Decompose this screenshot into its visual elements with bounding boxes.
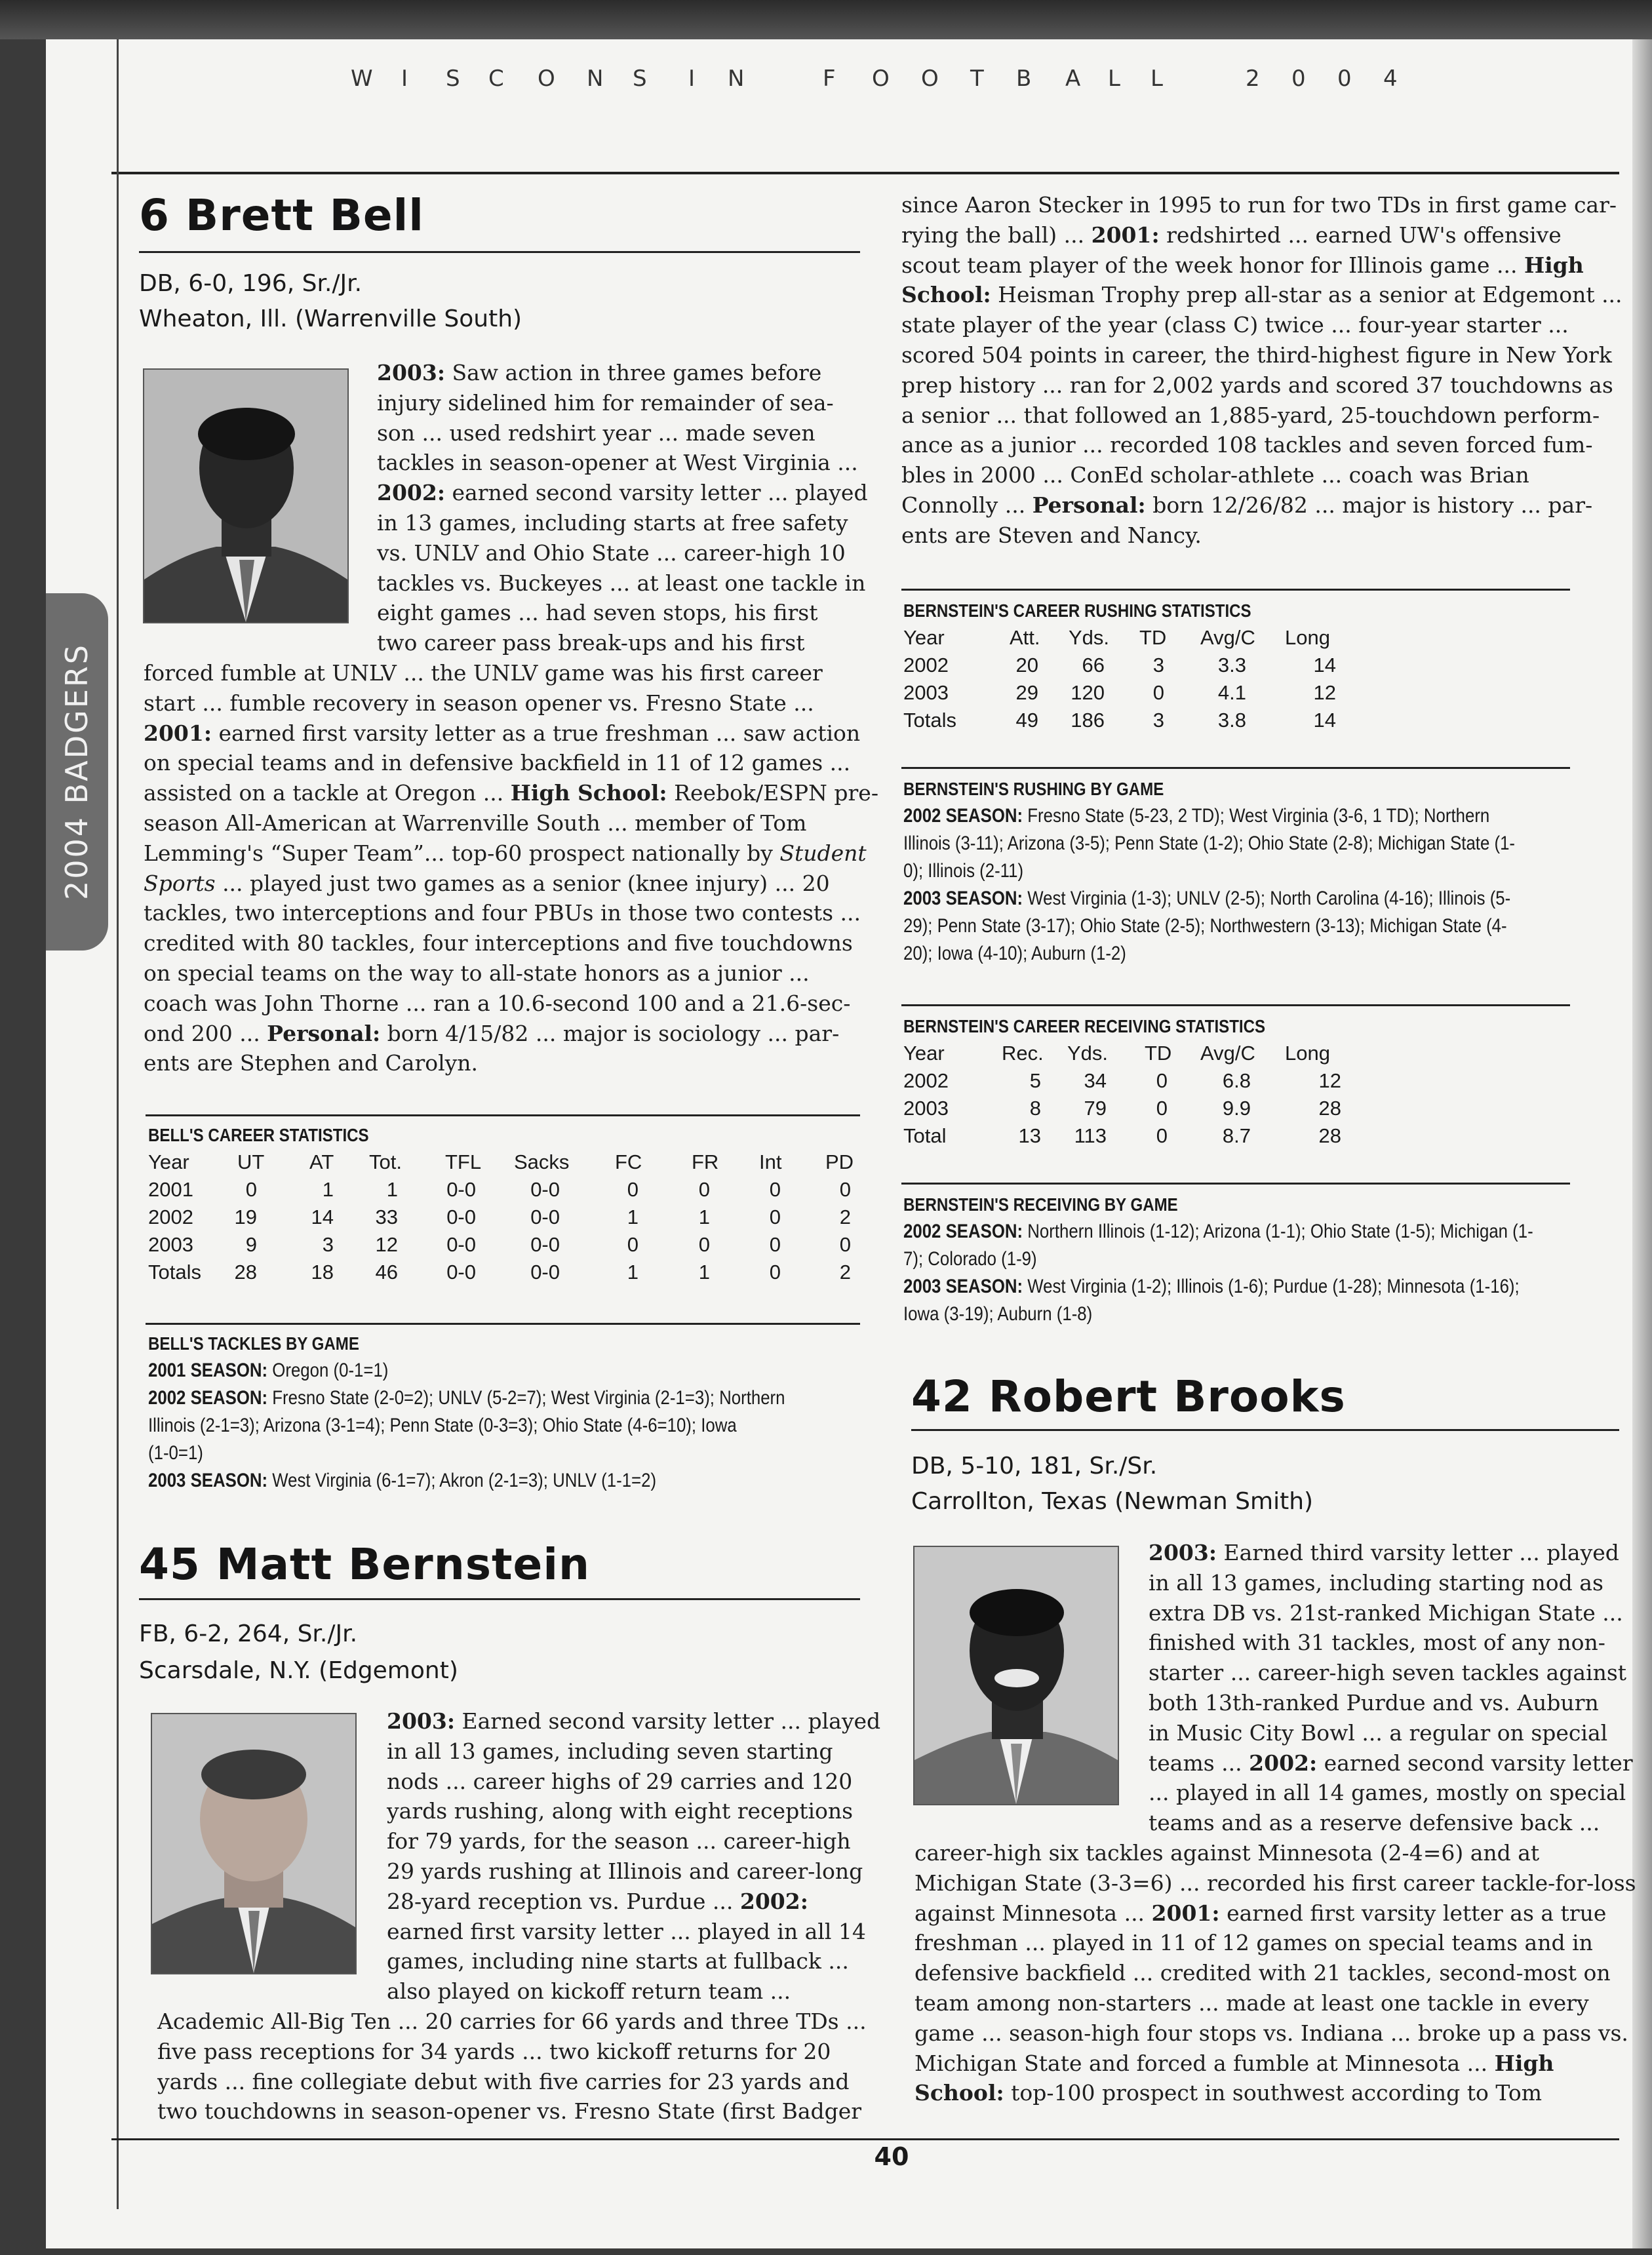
table-rule [146,1323,860,1325]
header-letter: L [1108,66,1140,92]
bio-line: prep history ... ran for 2,002 yards and scored 37 touchdowns as [901,372,1613,398]
table-title: BELL'S CAREER STATISTICS [148,1125,369,1145]
table-title: BERNSTEIN'S RECEIVING BY GAME [903,1194,1178,1215]
table-cell: 8.7 [1222,1124,1251,1147]
table-cell: Yds. [1069,626,1110,649]
bio-line: coach was John Thorne ... ran a 10.6-second 100 and a 21.6-sec- [144,990,851,1016]
table-cell: 1 [698,1261,710,1284]
table-rule [901,1183,1570,1185]
table-cell: 18 [311,1261,334,1284]
table-rule [146,1114,860,1116]
table-cell: Long [1285,626,1330,649]
table-cell: 2002 [148,1206,193,1228]
bio-line: tackles vs. Buckeyes ... at least one tackle in [377,570,866,596]
table-cell: 8 [1029,1097,1041,1120]
header-letter: I [401,66,428,92]
table-cell: 28 [1318,1124,1341,1147]
table-cell: 120 [1071,681,1105,704]
table-cell: 0 [769,1206,781,1228]
name-rule [911,1429,1619,1431]
bio-line: bles in 2000 ... ConEd scholar-athlete ... coach was Brian [901,462,1529,488]
header-letter: 0 [1291,66,1326,92]
game-line: 2003 SEASON: West Virginia (6-1=7); Akron (2-1=3); UNLV (1-1=2) [148,1470,657,1491]
table-cell: 49 [1015,709,1038,732]
table-cell: 3 [1152,654,1164,676]
header-letter: I [688,66,715,92]
header-letter: N [728,66,764,92]
bio-line: injury sidelined him for remainder of sea- [377,389,834,416]
player-hometown-line: Wheaton, Ill. (Warrenville South) [139,305,522,332]
table-cell: 12 [1313,681,1336,704]
table-cell: TD [1139,626,1167,649]
bio-line: ents are Stephen and Carolyn. [144,1050,479,1076]
table-cell: 0 [769,1178,781,1201]
table-cell: 0 [1156,1069,1168,1092]
table-cell: 1 [627,1206,639,1228]
table-cell: 28 [1318,1097,1341,1120]
bio-line: yards rushing, along with eight receptions [387,1798,854,1824]
career-stats-table [148,1122,863,1286]
game-line: Illinois (2-1=3); Arizona (3-1=4); Penn State (0-3=3); Ohio State (4-6=10); Iowa [148,1415,737,1436]
header-letter: O [921,66,958,92]
header-letter: S [446,66,480,92]
table-cell: 1 [322,1178,334,1201]
game-line: 2003 SEASON: West Virginia (1-2); Illinois (1-6); Purdue (1-28); Minnesota (1-16); [903,1276,1520,1297]
bio-line: freshman ... played in 11 of 12 games on special teams and in [914,1930,1593,1956]
table-row [148,1231,863,1259]
table-cell: Totals [903,709,956,732]
bio-line: a senior ... that followed an 1,885-yard, 25-touchdown perform- [901,402,1600,428]
table-cell: 0-0 [530,1233,560,1256]
table-row [903,707,1572,734]
player-name: 42 Robert Brooks [911,1371,1346,1422]
bio-line: teams and as a reserve defensive back ... [1149,1810,1600,1836]
career-receiving-table [903,1013,1572,1150]
bio-line: career-high six tackles against Minnesota (2-4=6) and at [914,1839,1540,1866]
header-letter: S [633,66,667,92]
player-bio [157,1706,881,2127]
player-bio-continued [901,190,1622,551]
header-letter: A [1065,66,1101,92]
table-cell: PD [825,1150,854,1173]
table-cell: Year [903,1042,945,1065]
table-cell: 4.1 [1217,681,1246,704]
table-row [148,1176,863,1204]
table-cell: 28 [234,1261,257,1284]
player-photo [913,1546,1119,1805]
table-cell: 3 [1152,709,1164,732]
bio-line: Sports ... played just two games as a senior (knee injury) ... 20 [144,870,830,896]
player-bio [914,1538,1636,2108]
bio-line: 2003: Earned third varsity letter ... played [1149,1540,1619,1565]
section-tab [46,593,108,951]
table-cell: Long [1285,1042,1330,1065]
bio-line: assisted on a tackle at Oregon ... High School: Reebok/ESPN pre- [144,780,878,806]
bio-line: credited with 80 tackles, four interceptions and five touchdowns [144,930,853,956]
header-letter: O [872,66,909,92]
table-row [148,1204,863,1231]
bio-line: in 13 games, including starts at free safety [377,509,848,536]
game-line: 2002 SEASON: Fresno State (2-0=2); UNLV (5-2=7); West Virginia (2-1=3); Northern [148,1387,785,1409]
table-row [903,652,1572,679]
header-letter: 4 [1383,66,1417,92]
table-cell: AT [309,1150,334,1173]
table-cell: 12 [1318,1069,1341,1092]
header-letter: F [823,66,856,92]
table-cell: 0 [698,1233,710,1256]
table-header-row [148,1148,863,1176]
name-rule [139,1598,860,1600]
section-tab-label: 2004 BADGERS [59,642,94,901]
player-position-line: DB, 6-0, 196, Sr./Jr. [139,270,363,297]
bio-line: in all 13 games, including seven starting [387,1738,833,1764]
table-cell: 2 [839,1261,851,1284]
bio-line: ... played in all 14 games, mostly on special [1149,1780,1626,1806]
bio-line: team among non-starters ... made at least one tackle in every [914,1990,1589,2016]
bio-line: 28-yard reception vs. Purdue ... 2002: [387,1888,808,1914]
table-cell: 14 [311,1206,334,1228]
bio-line: in Music City Bowl ... a regular on special [1149,1719,1608,1746]
bio-line: ance as a junior ... recorded 108 tackles and seven forced fum- [901,432,1593,458]
bio-line: 2001: earned first varsity letter as a true freshman ... saw action [144,720,861,746]
table-cell: 0-0 [446,1178,476,1201]
table-cell: UT [237,1150,265,1173]
table-cell: Rec. [1002,1042,1044,1065]
table-cell: Int [759,1150,782,1173]
table-cell: Avg/C [1200,1042,1255,1065]
player-name: 45 Matt Bernstein [139,1539,590,1590]
table-cell: Tot. [369,1150,402,1173]
bio-line: two touchdowns in season-opener vs. Fresno State (first Badger [157,2098,862,2125]
bio-line: School: top-100 prospect in southwest according to Tom [914,2080,1543,2106]
game-line: 7); Colorado (1-9) [903,1248,1037,1270]
table-cell: Sacks [514,1150,570,1173]
table-title: BELL'S TACKLES BY GAME [148,1333,359,1354]
table-cell: 2002 [903,1069,949,1092]
scanner-top-shadow [0,0,1652,39]
bio-line: since Aaron Stecker in 1995 to run for two TDs in first game car- [901,192,1617,218]
bio-line: nods ... career highs of 29 carries and 120 [387,1768,853,1794]
table-cell: 34 [1084,1069,1107,1092]
player-hometown-line: Scarsdale, N.Y. (Edgemont) [139,1657,458,1684]
player-position-line: DB, 5-10, 181, Sr./Sr. [911,1453,1158,1480]
bio-line: 2003: Earned second varsity letter ... played [387,1708,881,1734]
bio-line: finished with 31 tackles, most of any non- [1149,1630,1605,1656]
table-cell: 3.8 [1217,709,1246,732]
bio-line: vs. UNLV and Ohio State ... career-high 10 [377,539,846,566]
table-cell: FC [615,1150,642,1173]
header-letter: 0 [1337,66,1371,92]
table-cell: 20 [1015,654,1038,676]
table-header-row [903,624,1572,652]
game-line: 2002 SEASON: Northern Illinois (1-12); Arizona (1-1); Ohio State (1-5); Michigan (1- [903,1221,1533,1242]
table-cell: Att. [1010,626,1040,649]
table-row [903,1122,1572,1150]
table-cell: TFL [445,1150,482,1173]
bio-line: season All-American at Warrenville South ... member of Tom [144,810,807,836]
table-cell: 6.8 [1222,1069,1251,1092]
table-cell: 2003 [903,1097,949,1120]
bio-line: Connolly ... Personal: born 12/26/82 ... major is history ... par- [901,492,1593,518]
table-cell: 2003 [148,1233,193,1256]
table-cell: Year [148,1150,189,1173]
game-line: 20); Iowa (4-10); Auburn (1-2) [903,943,1126,964]
table-cell: 0 [245,1178,257,1201]
table-cell: 46 [375,1261,398,1284]
header-letter: B [1016,66,1052,92]
player-photo [151,1713,357,1974]
bio-line: earned first varsity letter ... played in all 14 [387,1918,866,1944]
game-line: Iowa (3-19); Auburn (1-8) [903,1303,1093,1325]
table-cell: 9.9 [1222,1097,1251,1120]
header-rule [111,172,1619,174]
game-line: (1-0=1) [148,1442,203,1464]
table-cell: 186 [1071,709,1105,732]
table-cell: 3 [322,1233,334,1256]
header-letter: O [538,66,575,92]
table-row [903,679,1572,707]
bio-line: Academic All-Big Ten ... 20 carries for 66 yards and three TDs ... [157,2008,867,2034]
table-cell: 79 [1084,1097,1107,1120]
table-rule [901,1004,1570,1006]
table-rule [901,589,1570,591]
table-cell: 1 [698,1206,710,1228]
bio-line: son ... used redshirt year ... made seven [377,420,816,446]
header-letter: T [970,66,1004,92]
table-cell: 66 [1082,654,1105,676]
bio-line: game ... season-high four stops vs. Indiana ... broke up a pass vs. [914,2020,1628,2046]
bio-line: School: Heisman Trophy prep all-star as a senior at Edgemont ... [901,282,1622,308]
footer-rule [111,2138,1619,2140]
table-cell: 14 [1313,709,1336,732]
table-cell: FR [692,1150,719,1173]
bio-line: scored 504 points in career, the third-highest figure in New York [901,342,1612,368]
table-cell: 0 [769,1233,781,1256]
player-name: 6 Brett Bell [139,190,424,241]
header-letter: N [587,66,623,92]
table-title: BERNSTEIN'S CAREER RECEIVING STATISTICS [903,1016,1266,1036]
receiving-by-game [903,1192,1572,1328]
bio-line: games, including nine starts at fullback ... [387,1948,849,1974]
bio-line: in all 13 games, including starting nod as [1149,1569,1603,1596]
table-cell: 0-0 [530,1178,560,1201]
table-cell: 2 [839,1206,851,1228]
table-cell: 0 [627,1233,639,1256]
table-cell: 0-0 [446,1233,476,1256]
table-cell: Yds. [1067,1042,1109,1065]
table-cell: 0 [839,1178,851,1201]
bio-line: against Minnesota ... 2001: earned first varsity letter as a true [914,1900,1607,1926]
table-cell: 1 [386,1178,398,1201]
bio-line: eight games ... had seven stops, his first [377,600,818,626]
bio-line: five pass receptions for 34 yards ... two kickoff returns for 20 [157,2038,831,2064]
bio-line: also played on kickoff return team ... [387,1978,791,2005]
bio-line: defensive backfield ... credited with 21 tackles, second-most on [914,1960,1611,1986]
table-cell: 0-0 [530,1261,560,1284]
bio-line: ond 200 ... Personal: born 4/15/82 ... major is sociology ... par- [144,1020,840,1046]
bio-line: on special teams on the way to all-state honors as a junior ... [144,960,810,986]
game-line: 29); Penn State (3-17); Ohio State (2-5); Northwestern (3-13); Michigan State (4- [903,915,1507,937]
header-letter: C [488,66,524,92]
table-cell: 0 [1156,1097,1168,1120]
page-number: 40 [874,2142,909,2171]
bio-line: 2003: Saw action in three games before [377,360,822,385]
table-cell: 0-0 [530,1206,560,1228]
bio-line: for 79 yards, for the season ... career-high [387,1828,851,1854]
table-cell: 19 [234,1206,257,1228]
table-cell: 5 [1029,1069,1041,1092]
table-cell: 0 [698,1178,710,1201]
game-line: Illinois (3-11); Arizona (3-5); Penn State (1-2); Ohio State (2-8); Michigan State (1- [903,833,1516,854]
table-cell: 2001 [148,1178,193,1201]
bio-line: tackles, two interceptions and four PBUs in those two contests ... [144,900,861,926]
bio-line: 2002: earned second varsity letter ... played [377,480,868,506]
table-cell: TD [1145,1042,1172,1065]
table-cell: 113 [1074,1124,1107,1147]
table-cell: 2002 [903,654,949,676]
table-row [903,1067,1572,1095]
game-line: 2001 SEASON: Oregon (0-1=1) [148,1360,389,1381]
game-line: 0); Illinois (2-11) [903,860,1024,882]
table-cell: 13 [1018,1124,1041,1147]
table-cell: 0 [839,1233,851,1256]
player-position-line: FB, 6-2, 264, Sr./Jr. [139,1620,358,1647]
bio-line: Lemming's “Super Team”... top-60 prospect nationally by Student [144,840,867,866]
rushing-by-game [903,776,1572,968]
player-bio [144,358,878,1078]
player-photo [143,368,349,623]
margin-rule [117,39,119,2209]
bio-line: two career pass break-ups and his first [377,630,805,656]
bio-line: starter ... career-high seven tackles against [1149,1660,1627,1686]
bio-line: 29 yards rushing at Illinois and career-long [387,1858,863,1884]
table-cell: Total [903,1124,947,1147]
bio-line: teams ... 2002: earned second varsity letter [1149,1750,1633,1776]
name-rule [139,251,860,253]
table-cell: 0-0 [446,1261,476,1284]
bio-line: rying the ball) ... 2001: redshirted ... earned UW's offensive [901,222,1562,248]
career-rushing-table [903,598,1572,734]
bio-line: extra DB vs. 21st-ranked Michigan State ... [1149,1599,1623,1626]
table-cell: 1 [627,1261,639,1284]
game-line: 2002 SEASON: Fresno State (5-23, 2 TD); West Virginia (3-6, 1 TD); Northern [903,805,1490,827]
bio-line: start ... fumble recovery in season opener vs. Fresno State ... [144,690,814,716]
tackles-by-game [148,1331,863,1495]
bio-line: state player of the year (class C) twice ... four-year starter ... [901,312,1569,338]
bio-line: Michigan State (3-3=6) ... recorded his first career tackle-for-loss [914,1870,1636,1896]
table-rule [901,767,1570,769]
table-cell: Year [903,626,945,649]
table-cell: 0-0 [446,1206,476,1228]
table-title: BERNSTEIN'S CAREER RUSHING STATISTICS [903,600,1251,621]
table-cell: 2003 [903,681,949,704]
player-hometown-line: Carrollton, Texas (Newman Smith) [911,1488,1314,1515]
table-cell: 14 [1313,654,1336,676]
table-cell: 0 [1156,1124,1168,1147]
game-line: 2003 SEASON: West Virginia (1-3); UNLV (2-5); North Carolina (4-16); Illinois (5- [903,888,1511,909]
header-letter: 2 [1246,66,1280,92]
table-cell: 0 [769,1261,781,1284]
bio-line: forced fumble at UNLV ... the UNLV game was his first career [144,659,823,686]
table-row [903,1095,1572,1122]
table-cell: 0 [1152,681,1164,704]
table-cell: Totals [148,1261,201,1284]
bio-line: tackles in season-opener at West Virginia ... [377,450,858,476]
table-cell: Avg/C [1200,626,1255,649]
bio-line: on special teams and in defensive backfield in 11 of 12 games ... [144,750,851,776]
bio-line: scout team player of the week honor for Illinois game ... High [901,252,1584,278]
table-cell: 0 [627,1178,639,1201]
bio-line: ents are Steven and Nancy. [901,522,1202,548]
table-cell: 33 [375,1206,398,1228]
bio-line: yards ... fine collegiate debut with five carries for 23 yards and [157,2068,850,2094]
running-header [0,66,1652,111]
table-title: BERNSTEIN'S RUSHING BY GAME [903,779,1164,799]
table-cell: 12 [375,1233,398,1256]
bio-line: Michigan State and forced a fumble at Minnesota ... High [914,2050,1554,2076]
table-cell: 9 [245,1233,257,1256]
header-letter: W [351,66,393,92]
bio-line: both 13th-ranked Purdue and vs. Auburn [1149,1689,1599,1716]
header-letter: L [1150,66,1183,92]
table-row [148,1259,863,1286]
table-cell: 29 [1015,681,1038,704]
table-header-row [903,1040,1572,1067]
table-cell: 3.3 [1217,654,1246,676]
